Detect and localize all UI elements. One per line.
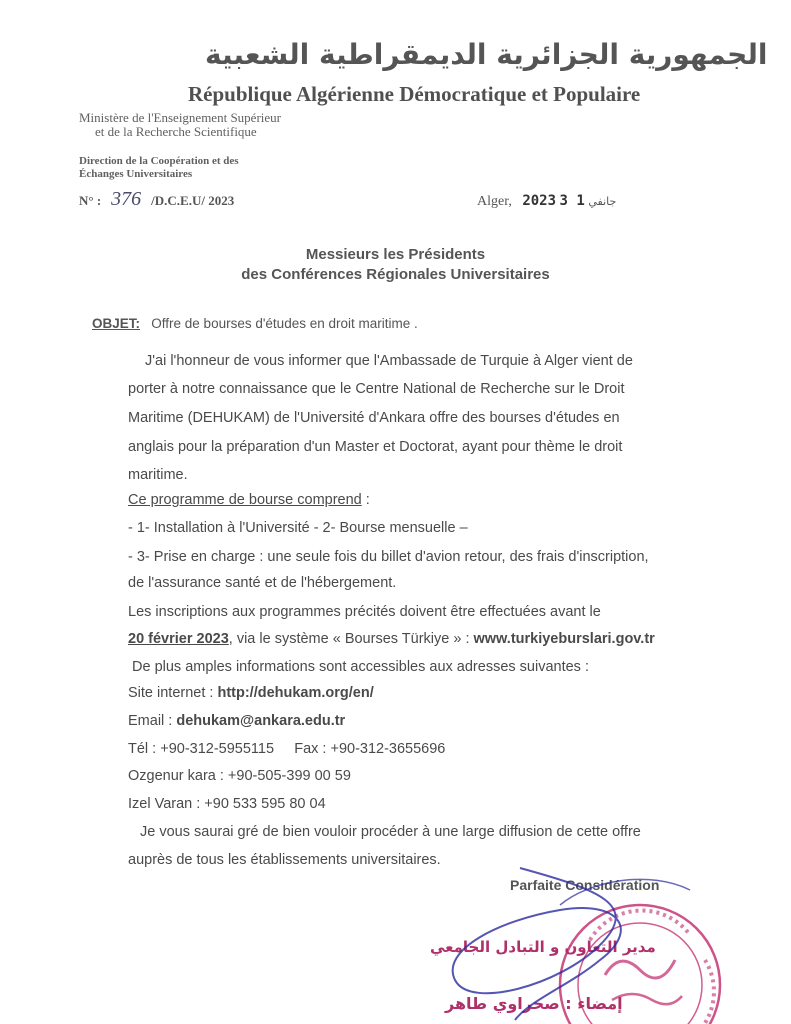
paragraph-1-line-4: anglais pour la préparation d'un Master et Doctorat, ayant pour thème le droit [128,439,623,455]
objet-label: OBJET: [92,316,141,331]
email-label: Email : [128,713,177,729]
program-heading-text: Ce programme de bourse comprend [128,492,362,508]
fax-number: Fax : +90-312-3655696 [294,741,446,757]
inscription-url-link[interactable]: www.turkiyeburslari.gov.tr [473,631,655,647]
program-item-3-line-1: - 3- Prise en charge : une seule fois du billet d'avion retour, des frais d'inscription, [128,549,649,565]
program-item-3-line-2: de l'assurance santé et de l'hébergement. [128,575,397,591]
site-url-link[interactable]: http://dehukam.org/en/ [217,685,374,701]
paragraph-1-line-3: Maritime (DEHUKAM) de l'Université d'Ankara offre des bourses d'études en [128,410,620,426]
closing-line-1: Je vous saurai gré de bien vouloir procéder à une large diffusion de cette offre [140,824,641,840]
program-items-1-2: - 1- Installation à l'Université - 2- Bourse mensuelle – [128,520,468,536]
direction-line-1: Direction de la Coopération et des [79,155,239,167]
ministry-line-1: Ministère de l'Enseignement Supérieur [79,110,281,125]
inscription-line-1: Les inscriptions aux programmes précités doivent être effectuées avant le [128,604,601,620]
paragraph-1-line-5: maritime. [128,467,188,483]
signatory-name: إمضاء : صحراوي طاهر [445,994,623,1013]
date-day: 1 3 [559,193,585,209]
email-link[interactable]: dehukam@ankara.edu.tr [176,713,346,729]
handwritten-number: 376 [111,188,142,210]
date-year: 2023 [522,193,557,209]
official-stamp [560,905,720,1024]
phone-number: Tél : +90-312-5955115 [128,741,275,757]
number-suffix: /D.C.E.U/ 2023 [151,193,235,208]
more-info-line: De plus amples informations sont accessibles aux adresses suivantes : [132,659,589,675]
paragraph-1-line-2: porter à notre connaissance que le Centre National de Recherche sur le Droit [128,381,625,397]
ministry-line-2: et de la Recherche Scientifique [95,124,257,139]
paragraph-1-line-1: J'ai l'honneur de vous informer que l'Ambassade de Turquie à Alger vient de [145,353,633,369]
program-heading-colon: : [361,492,370,508]
contact-1: Ozgenur kara : +90-505-399 00 59 [128,768,351,784]
courtesy-line: Parfaite Considération [510,877,660,893]
direction-line-2: Échanges Universitaires [79,168,193,180]
recipient-line-1: Messieurs les Présidents [305,246,486,263]
date-city: Alger, [477,194,512,209]
site-label: Site internet : [128,685,218,701]
closing-line-2: auprès de tous les établissements universitaires. [128,852,441,868]
deadline-date: 20 février 2023 [128,631,229,647]
objet-text: Offre de bourses d'études en droit maritime . [151,316,418,331]
arabic-republic-title: الجمهورية الجزائرية الديمقراطية الشعبية [205,38,768,71]
french-republic-title: République Algérienne Démocratique et Populaire [188,82,641,106]
signatory-title: مدير التعاون و التبادل الجامعي [430,938,656,956]
inscription-system: , via le système « Bourses Türkiye » : [228,631,474,647]
date-month: جانفي [588,195,617,208]
contact-2: Izel Varan : +90 533 595 80 04 [128,796,326,812]
recipient-line-2: des Conférences Régionales Universitaires [241,266,550,283]
number-prefix: N° : [79,193,102,208]
